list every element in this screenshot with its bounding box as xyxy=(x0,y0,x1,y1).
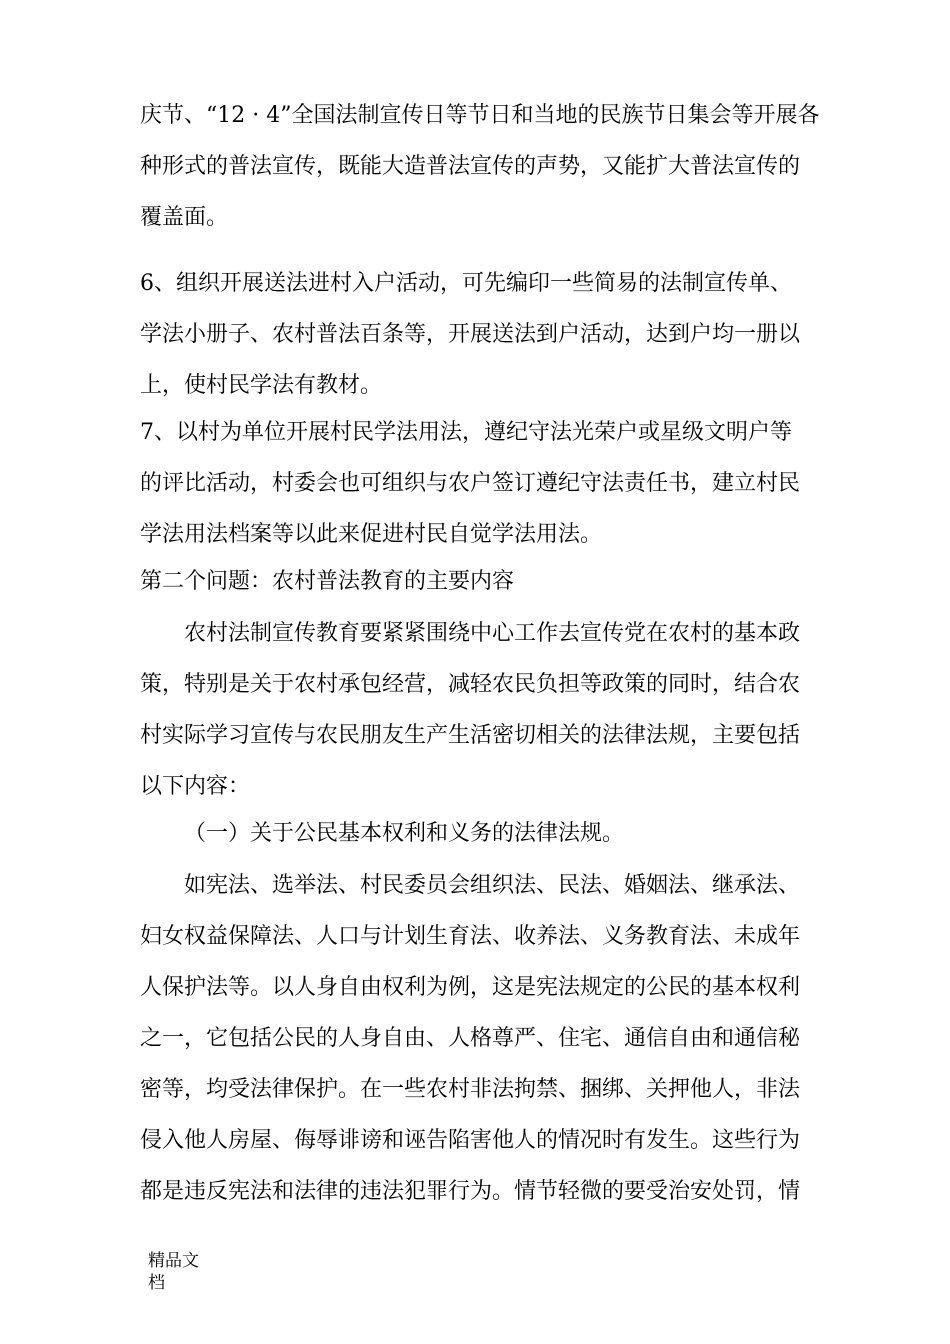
text-line: 妇女权益保障法、人口与计划生育法、收养法、义务教育法、未成年 xyxy=(140,924,801,949)
list-item-6 xyxy=(140,258,820,411)
text-line: 学法用法档案等以此来促进村民自觉学法用法。 xyxy=(140,522,603,547)
subheading-text: （一）关于公民基本权利和义务的法律法规。 xyxy=(184,821,625,846)
text-line: 6、组织开展送法进村入户活动，可先编印一些简易的法制宣传单、 xyxy=(140,271,792,296)
text-line: 7、以村为单位开展村民学法用法，遵纪守法光荣户或星级文明户等 xyxy=(140,420,792,445)
section-heading xyxy=(140,556,820,607)
details-paragraph xyxy=(140,860,820,1217)
text-line: 覆盖面。 xyxy=(140,205,229,230)
text-line: 的评比活动，村委会也可组织与农户签订遵纪守法责任书，建立村民 xyxy=(140,471,801,496)
text-line: 上，使村民学法有教材。 xyxy=(140,373,383,398)
list-item-7 xyxy=(140,407,820,560)
footer-line: 精品文 xyxy=(148,1251,199,1271)
paragraph-continued xyxy=(140,90,820,243)
section-heading-text: 第二个问题：农村普法教育的主要内容 xyxy=(140,569,515,594)
subheading xyxy=(140,808,820,859)
footer-line: 档 xyxy=(148,1273,165,1293)
text-line: 农村法制宣传教育要紧紧围绕中心工作去宣传党在农村的基本政 xyxy=(184,621,801,646)
page-footer xyxy=(148,1250,218,1294)
text-line: 密等，均受法律保护。在一些农村非法拘禁、捆绑、关押他人，非法 xyxy=(140,1077,801,1102)
text-line: 侵入他人房屋、侮辱诽谤和诬告陷害他人的情况时有发生。这些行为 xyxy=(140,1128,801,1153)
text-line: 如宪法、选举法、村民委员会组织法、民法、婚姻法、继承法、 xyxy=(184,873,801,898)
text-line: 种形式的普法宣传，既能大造普法宣传的声势，又能扩大普法宣传的 xyxy=(140,154,801,179)
text-line: 村实际学习宣传与农民朋友生产生活密切相关的法律法规，主要包括 xyxy=(140,723,801,748)
text-line: 都是违反宪法和法律的违法犯罪行为。情节轻微的要受治安处罚，情 xyxy=(140,1179,801,1204)
text-line: 之一，它包括公民的人身自由、人格尊严、住宅、通信自由和通信秘 xyxy=(140,1026,801,1051)
text-line: 人保护法等。以人身自由权利为例，这是宪法规定的公民的基本权利 xyxy=(140,975,801,1000)
text-line: 学法小册子、农村普法百条等，开展送法到户活动，达到户均一册以 xyxy=(140,322,801,347)
text-line: 庆节、“12 · 4”全国法制宣传日等节日和当地的民族节日集会等开展各 xyxy=(140,103,820,128)
intro-paragraph xyxy=(140,608,820,812)
text-line: 策，特别是关于农村承包经营，减轻农民负担等政策的同时，结合农 xyxy=(140,672,801,697)
text-line: 以下内容： xyxy=(140,774,251,799)
